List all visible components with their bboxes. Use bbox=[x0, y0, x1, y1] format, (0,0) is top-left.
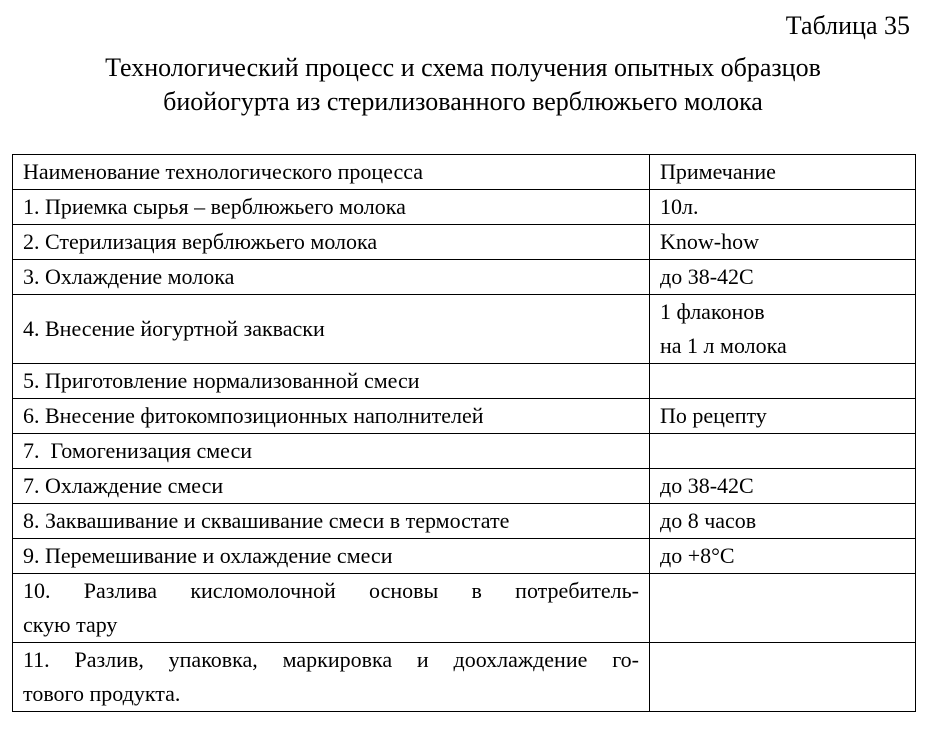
note-line-1: 1 флаконов bbox=[660, 299, 765, 324]
table-row bbox=[13, 434, 916, 469]
process-cell: 8. Заквашивание и сквашивание смеси в термостате bbox=[13, 504, 650, 539]
note-cell bbox=[650, 364, 916, 399]
process-cell bbox=[13, 643, 650, 712]
note-cell: до +8°С bbox=[650, 539, 916, 574]
note-cell: до 38-42С bbox=[650, 260, 916, 295]
table-row bbox=[13, 574, 916, 643]
title-line-1: Технологический процесс и схема получения опытных образцов bbox=[105, 53, 821, 82]
note-cell: 10л. bbox=[650, 190, 916, 225]
table-row bbox=[13, 364, 916, 399]
note-line-2: на 1 л молока bbox=[660, 333, 787, 358]
process-line-1: 11. Разлив, упаковка, маркировка и доохлаждение го- bbox=[23, 647, 639, 672]
process-table bbox=[12, 154, 916, 712]
process-cell: 9. Перемешивание и охлаждение смеси bbox=[13, 539, 650, 574]
table-row bbox=[13, 260, 916, 295]
note-cell bbox=[650, 574, 916, 643]
table-row bbox=[13, 399, 916, 434]
table-row bbox=[13, 469, 916, 504]
column-header-note: Примечание bbox=[650, 155, 916, 190]
table-row bbox=[13, 539, 916, 574]
process-cell: 3. Охлаждение молока bbox=[13, 260, 650, 295]
process-cell: 7. Гомогенизация смеси bbox=[13, 434, 650, 469]
note-cell bbox=[650, 643, 916, 712]
note-cell bbox=[650, 434, 916, 469]
column-header-process: Наименование технологического процесса bbox=[13, 155, 650, 190]
process-line-2: тового продукта. bbox=[23, 681, 181, 706]
note-cell bbox=[650, 295, 916, 364]
table-row bbox=[13, 225, 916, 260]
process-cell: 7. Охлаждение смеси bbox=[13, 469, 650, 504]
process-cell: 4. Внесение йогуртной закваски bbox=[13, 295, 650, 364]
title-line-2: биойогурта из стерилизованного верблюжьего молока bbox=[163, 87, 763, 116]
process-line-2: скую тару bbox=[23, 612, 118, 637]
table-row bbox=[13, 190, 916, 225]
table-row bbox=[13, 295, 916, 364]
note-cell: до 38-42С bbox=[650, 469, 916, 504]
process-cell: 6. Внесение фитокомпозиционных наполнителей bbox=[13, 399, 650, 434]
note-cell: Know-how bbox=[650, 225, 916, 260]
process-cell: 2. Стерилизация верблюжьего молока bbox=[13, 225, 650, 260]
note-cell: По рецепту bbox=[650, 399, 916, 434]
table-header-row bbox=[13, 155, 916, 190]
table-number: Таблица 35 bbox=[785, 11, 910, 40]
process-line-1: 10. Разлива кисломолочной основы в потребитель- bbox=[23, 578, 639, 603]
process-cell: 1. Приемка сырья – верблюжьего молока bbox=[13, 190, 650, 225]
process-cell: 5. Приготовление нормализованной смеси bbox=[13, 364, 650, 399]
note-cell: до 8 часов bbox=[650, 504, 916, 539]
document-title bbox=[0, 51, 926, 119]
table-row bbox=[13, 643, 916, 712]
process-cell bbox=[13, 574, 650, 643]
table-row bbox=[13, 504, 916, 539]
